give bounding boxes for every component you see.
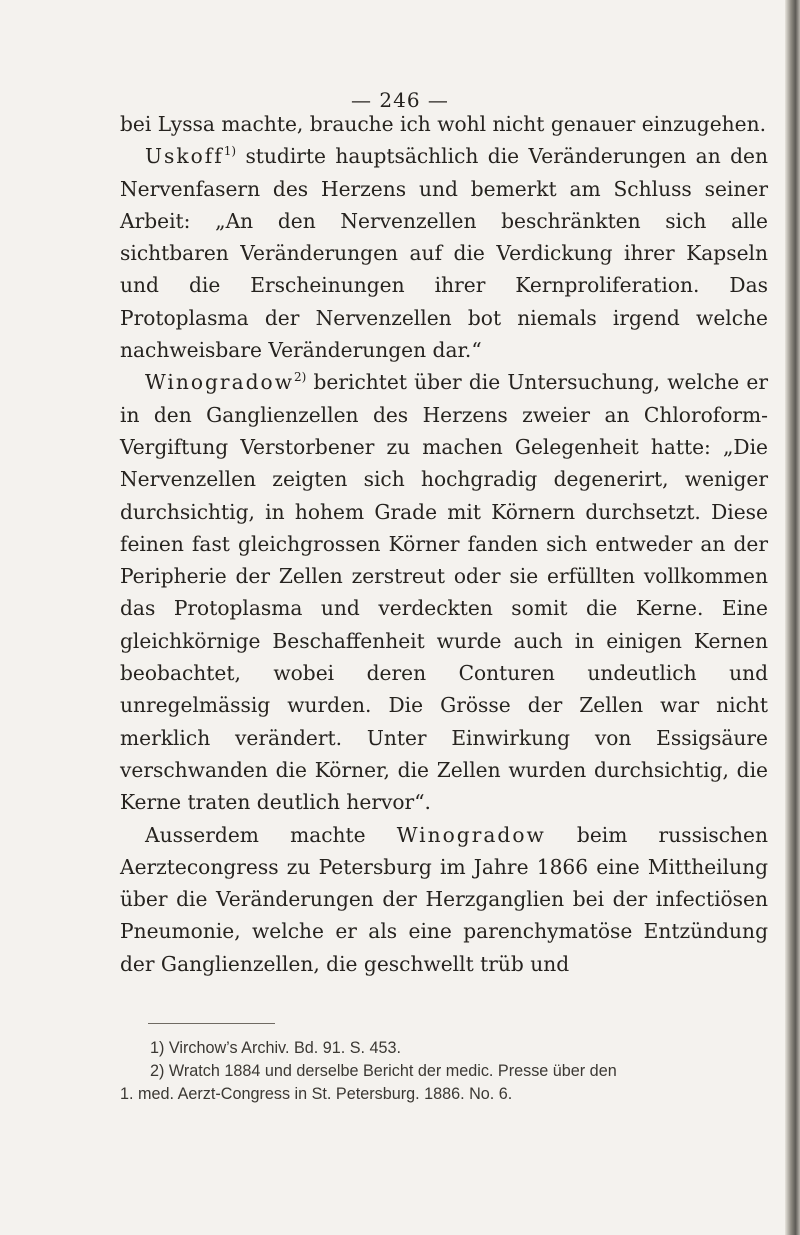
footnote-ref: 1) (223, 144, 237, 159)
body-text (120, 108, 768, 980)
footnote-2-continued: 1. med. Aerzt-Congress in St. Petersburg. 1886. No. 6. (120, 1085, 513, 1103)
paragraph-2 (120, 140, 768, 366)
page-edge-shadow (785, 0, 800, 1235)
footnote-ref: 2) (293, 370, 307, 385)
paragraph-1 (120, 108, 768, 140)
paragraph-4 (120, 819, 768, 980)
text-run: Ausserdem machte (145, 822, 397, 847)
paragraph-3 (120, 366, 768, 818)
footnote-divider (148, 1023, 275, 1024)
text-run: bei Lyssa machte, brauche ich wohl nicht genauer einzugehen. (120, 112, 767, 136)
text-run: beim russischen Aerztecongress zu Petersburg im Jahre 1866 eine Mittheilung über die Veränderungen der Herzganglien bei der infectiösen Pneumonie, welche er als eine parenchymatöse Entzündung der Ganglienzellen, die geschwellt trüb und (120, 822, 768, 976)
footnotes (120, 1037, 776, 1106)
text-run: berichtet über die Untersuchung, welche er in den Ganglienzellen des Herzens zweier an Chloroform-Vergiftung Verstorbener zu machen Gelegenheit hatte: „Die Nervenzellen zeigten sich hochgradig degenerirt, weniger durchsichtig, in hohem Grade mit Körnern durchsetzt. Diese feinen fast gleichgrossen Körner fanden sich entweder an der Peripherie der Zellen zerstreut oder sie erfüllten vollkommen das Protoplasma und verdeckten somit die Kerne. Eine gleichkörnige Beschaffenheit wurde auch in einigen Kernen beobachtet, wobei deren Conturen undeutlich und unregelmässig wurden. Die Grösse der Zellen war nicht merklich verändert. Unter Einwirkung von Essigsäure verschwanden die Körner, die Zellen wurden durchsichtig, die Kerne traten deutlich hervor“. (120, 370, 768, 815)
page-number: — 246 — (351, 88, 449, 112)
author-name: Uskoff (145, 144, 224, 169)
author-name: Winogradow (396, 822, 546, 847)
author-name: Winogradow (145, 370, 294, 395)
text-run: studirte hauptsächlich die Veränderungen an den Nervenfasern des Herzens und bemerkt am Schluss seiner Arbeit: „An den Nervenzellen beschränkten sich alle sichtbaren Veränderungen auf die Verdickung ihrer Kapseln und die Erscheinungen ihrer Kernproliferation. Das Protoplasma der Nervenzellen bot niemals irgend welche nachweisbare Veränderungen dar.“ (120, 144, 768, 363)
footnote-2: 2) Wratch 1884 und derselbe Bericht der medic. Presse über den (150, 1062, 617, 1080)
footnote-1: 1) Virchow’s Archiv. Bd. 91. S. 453. (150, 1039, 402, 1057)
